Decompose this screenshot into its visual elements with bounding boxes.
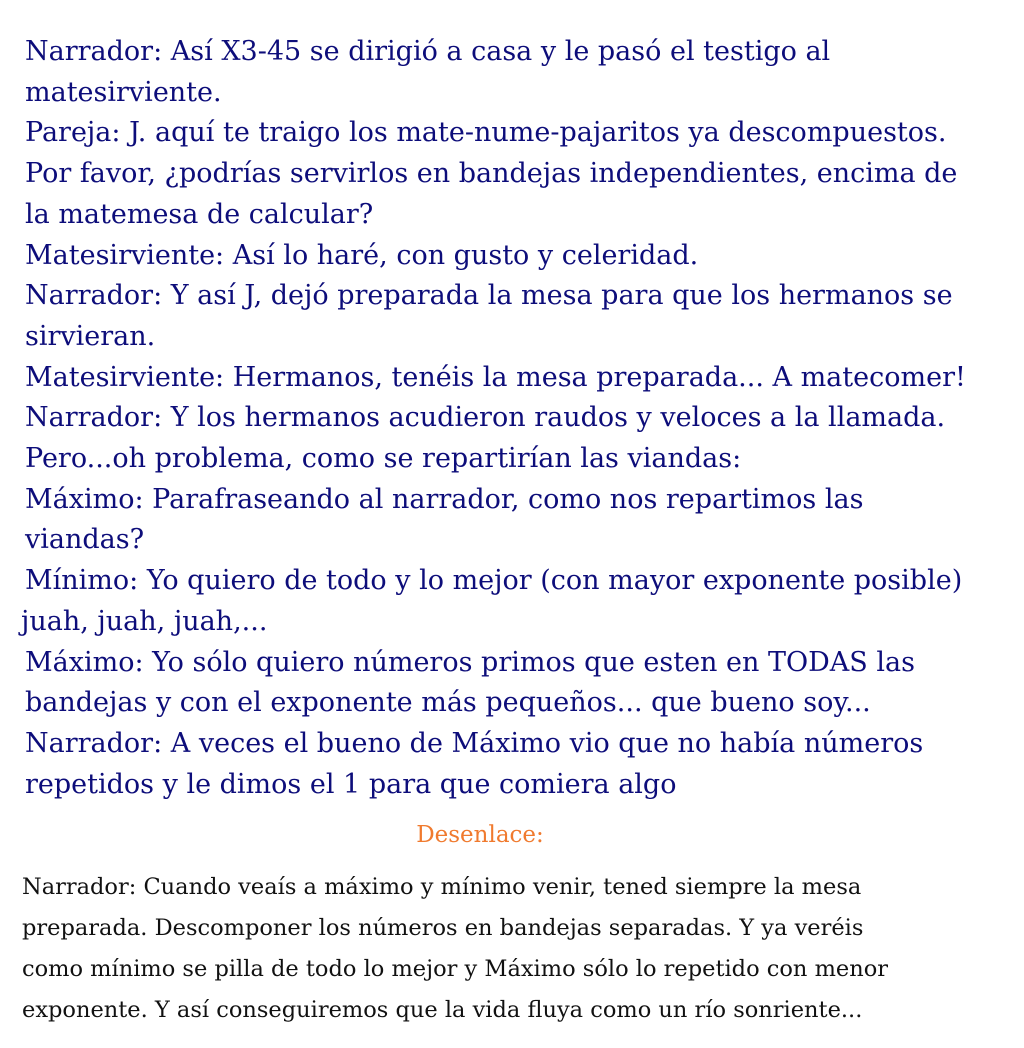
dialogue-line: Por favor, ¿podrías servirlos en bandejas independientes, encima de xyxy=(25,158,958,190)
dialogue-line: Narrador: A veces el bueno de Máximo vio que no había números xyxy=(25,727,924,759)
dialogue-line: juah, juah, juah,... xyxy=(21,605,268,637)
dialogue-line: bandejas y con el exponente más pequeños... que bueno soy... xyxy=(25,687,871,719)
dialogue-line: Narrador: Así X3-45 se dirigió a casa y le pasó el testigo al xyxy=(25,36,831,67)
dialogue-line: Narrador: Y así J, dejó preparada la mesa para que los hermanos se xyxy=(25,280,953,312)
dialogue-line: repetidos y le dimos el 1 para que comiera algo xyxy=(25,768,677,800)
dialogue-line: Máximo: Parafraseando al narrador, como nos repartimos las xyxy=(25,483,864,515)
dialogue-line: Pero...oh problema, como se repartirían las viandas: xyxy=(25,443,742,475)
dialogue-line: Narrador: Y los hermanos acudieron raudos y veloces a la llamada. xyxy=(25,402,946,434)
dialogue-line: matesirviente. xyxy=(25,76,222,108)
ending-paragraph xyxy=(22,867,1007,1031)
section-heading: Desenlace: xyxy=(416,822,544,848)
ending-line: exponente. Y así conseguiremos que la vida fluya como un río sonriente... xyxy=(22,997,863,1023)
dialogue-block xyxy=(21,32,1010,805)
dialogue-line: Mínimo: Yo quiero de todo y lo mejor (con mayor exponente posible) xyxy=(25,565,963,597)
dialogue-line: Matesirviente: Así lo haré, con gusto y celeridad. xyxy=(25,239,699,271)
ending-line: Narrador: Cuando veaís a máximo y mínimo venir, tened siempre la mesa xyxy=(22,874,862,900)
dialogue-line: Máximo: Yo sólo quiero números primos que esten en TODAS las xyxy=(25,646,915,678)
dialogue-line: la matemesa de calcular? xyxy=(25,198,374,230)
dialogue-line: Matesirviente: Hermanos, tenéis la mesa preparada... A matecomer! xyxy=(25,361,966,393)
dialogue-line: Pareja: J. aquí te traigo los mate-nume-pajaritos ya descompuestos. xyxy=(25,117,947,149)
dialogue-line: sirvieran. xyxy=(25,320,156,352)
dialogue-line: viandas? xyxy=(25,524,145,556)
ending-line: preparada. Descomponer los números en bandejas separadas. Y ya veréis xyxy=(22,915,864,941)
ending-line: como mínimo se pilla de todo lo mejor y Máximo sólo lo repetido con menor xyxy=(22,956,889,982)
